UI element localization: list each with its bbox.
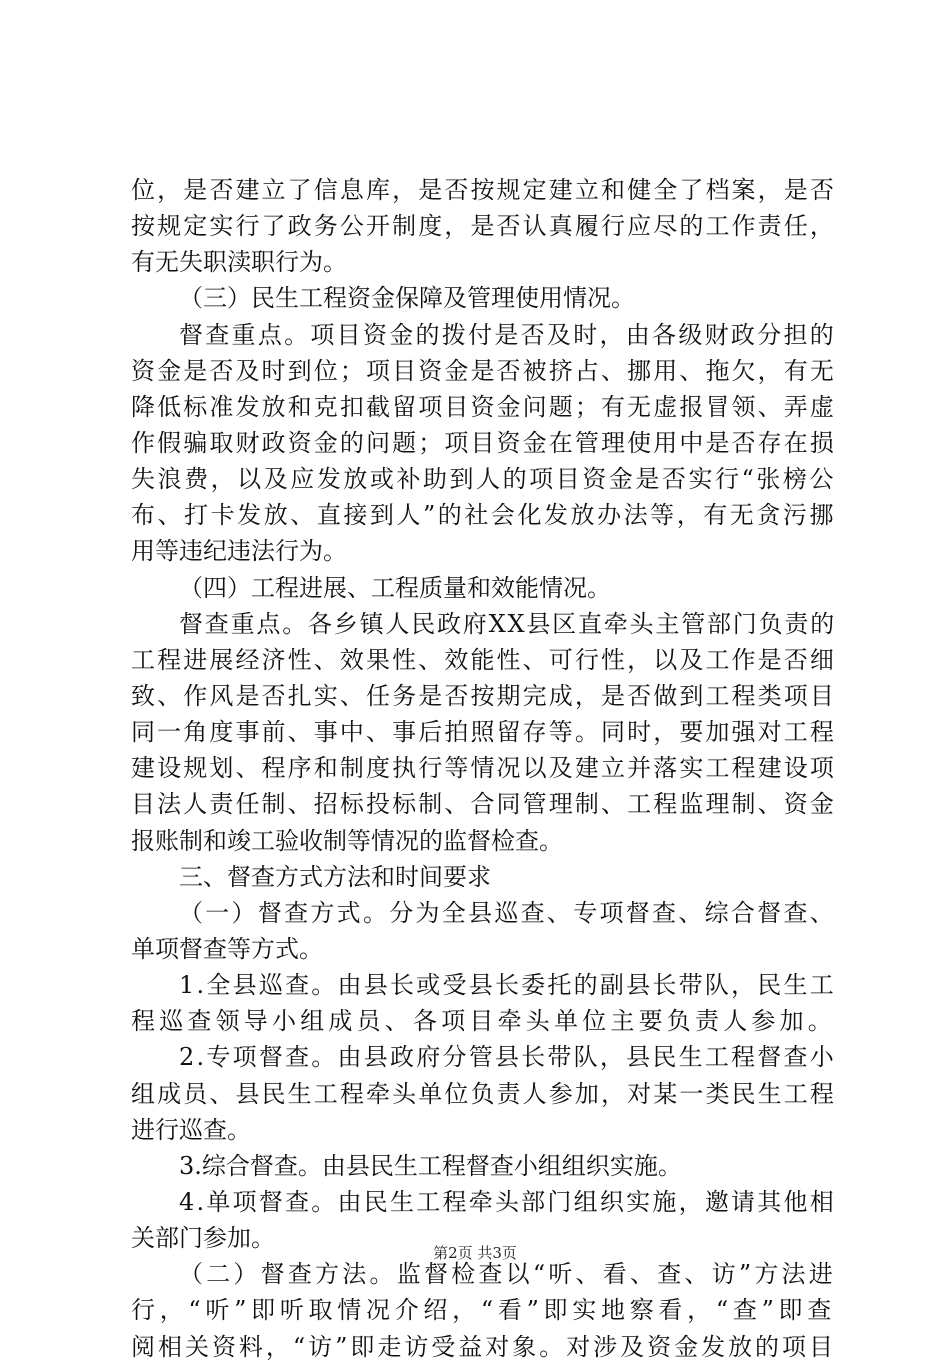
text-line: 督查重点。项目资金的拨付是否及时，由各级财政分担的: [179, 320, 836, 349]
document-body: [131, 172, 836, 1365]
text-line: 用等违纪违法行为。: [131, 537, 347, 566]
text-line: 建设规划、程序和制度执行等情况以及建立并落实工程建设项: [131, 754, 836, 783]
text-line: 3.综合督查。由县民生工程督查小组组织实施。: [179, 1151, 682, 1180]
text-line: 阅相关资料，“访”即走访受益对象。对涉及资金发放的项目: [131, 1332, 836, 1361]
text-line: 布、打卡发放、直接到人”的社会化发放办法等，有无贪污挪: [131, 501, 836, 530]
text-line: 致、作风是否扎实、任务是否按期完成，是否做到工程类项目: [131, 681, 836, 710]
text-line: 2.专项督查。由县政府分管县长带队，县民生工程督查小: [179, 1043, 836, 1072]
text-line: （一）督查方式。分为全县巡查、专项督查、综合督查、: [179, 898, 836, 927]
text-line: （三）民生工程资金保障及管理使用情况。: [179, 284, 635, 313]
text-line: 按规定实行了政务公开制度，是否认真履行应尽的工作责任，: [131, 212, 836, 241]
text-line: 行，“听”即听取情况介绍，“看”即实地察看，“查”即查: [131, 1296, 836, 1325]
text-line: 降低标准发放和克扣截留项目资金问题；有无虚报冒领、弄虚: [131, 392, 836, 421]
text-line: 有无失职渎职行为。: [131, 248, 347, 277]
text-line: 作假骗取财政资金的问题；项目资金在管理使用中是否存在损: [131, 428, 836, 457]
text-line: 4.单项督查。由民生工程牵头部门组织实施，邀请其他相: [179, 1187, 836, 1216]
page-footer: 第2页 共3页: [433, 1244, 517, 1262]
text-line: 资金是否及时到位；项目资金是否被挤占、挪用、拖欠，有无: [131, 356, 836, 385]
text-line: （四）工程进展、工程质量和效能情况。: [179, 573, 611, 602]
text-line: 组成员、县民生工程牵头单位负责人参加，对某一类民生工程: [131, 1079, 836, 1108]
text-line: 单项督查等方式。: [131, 934, 323, 963]
text-line: 进行巡查。: [131, 1115, 251, 1144]
text-line: 报账制和竣工验收制等情况的监督检查。: [131, 826, 563, 855]
text-line: 位，是否建立了信息库，是否按规定建立和健全了档案，是否: [131, 176, 836, 204]
text-line: 督查重点。各乡镇人民政府XX县区直牵头主管部门负责的: [179, 609, 836, 638]
text-line: 关部门参加。: [131, 1224, 275, 1253]
text-line: （二）督查方法。监督检查以“听、看、查、访”方法进: [179, 1260, 836, 1289]
text-line: 工程进展经济性、效果性、效能性、可行性，以及工作是否细: [131, 645, 836, 674]
text-line: 1.全县巡查。由县长或受县长委托的副县长带队，民生工: [179, 971, 836, 1000]
text-line: 同一角度事前、事中、事后拍照留存等。同时，要加强对工程: [131, 718, 836, 747]
text-line: 目法人责任制、招标投标制、合同管理制、工程监理制、资金: [131, 790, 836, 819]
text-line: 三、督查方式方法和时间要求: [179, 862, 491, 891]
text-line: 程巡查领导小组成员、各项目牵头单位主要负责人参加。: [131, 1007, 836, 1036]
text-line: 失浪费，以及应发放或补助到人的项目资金是否实行“张榜公: [131, 465, 836, 494]
